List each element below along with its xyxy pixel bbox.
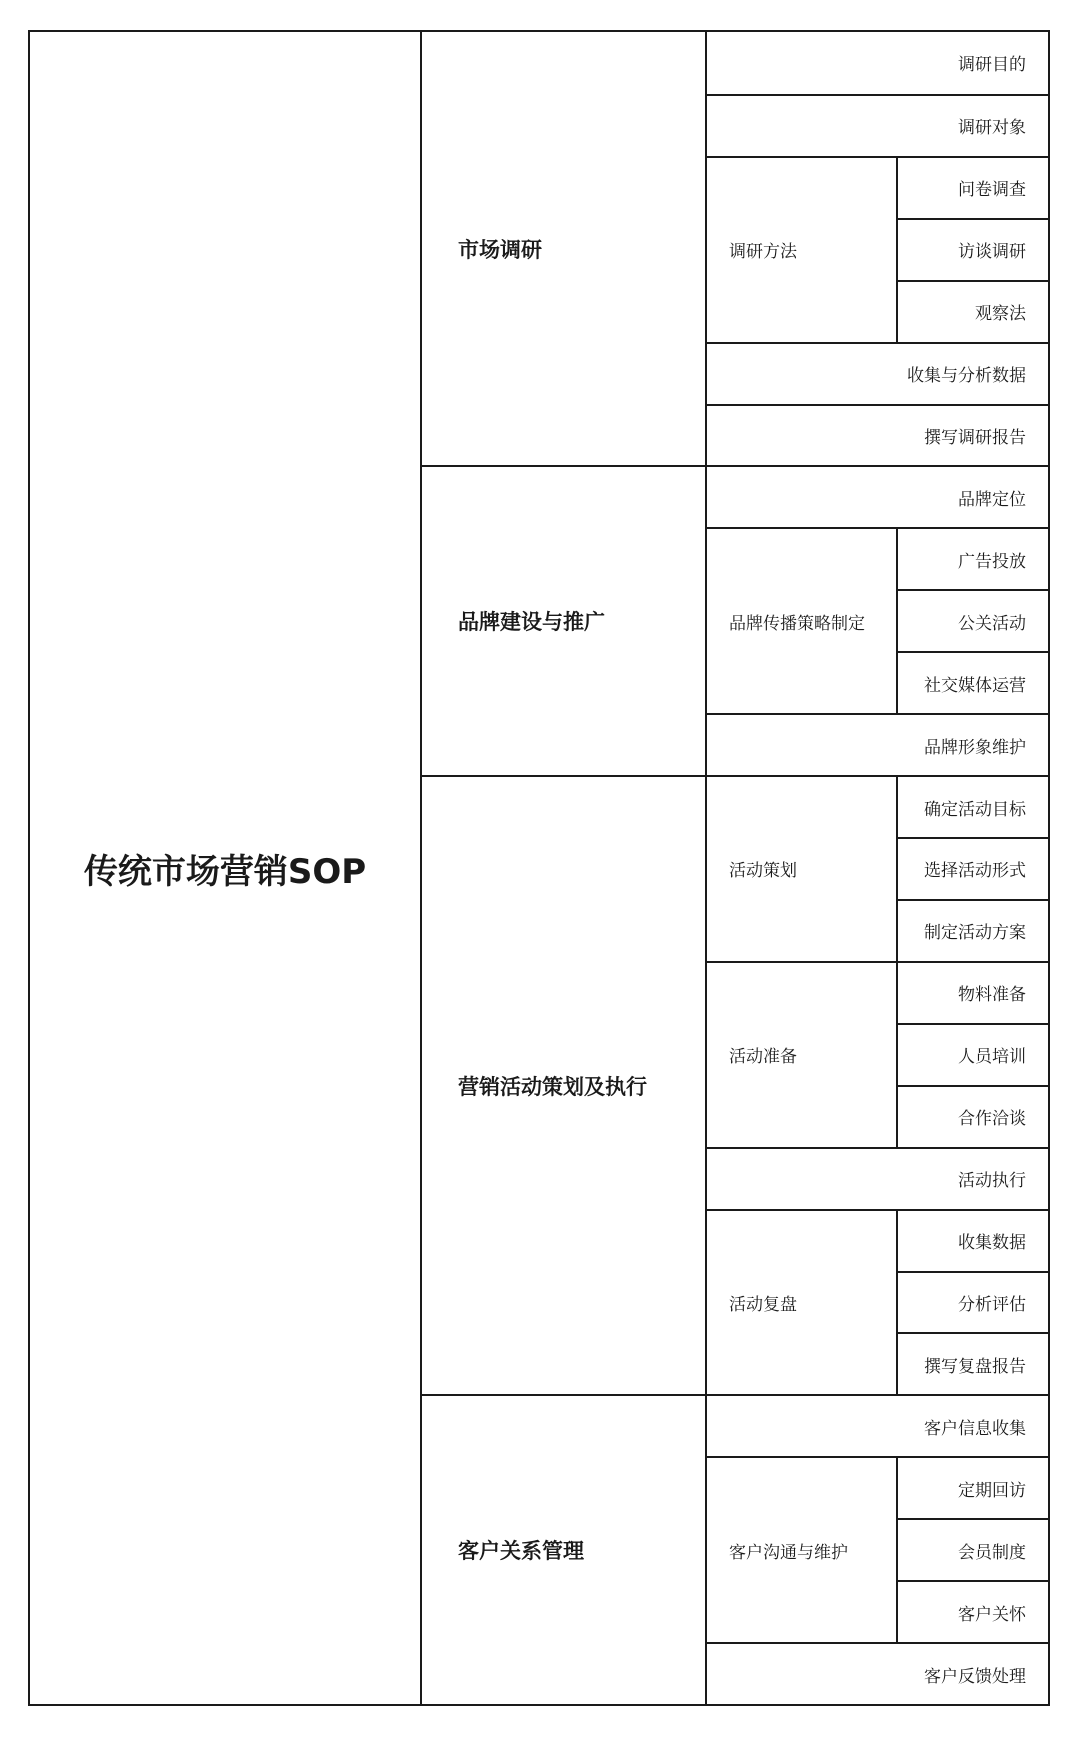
item-node xyxy=(705,1642,1048,1704)
group-node xyxy=(705,961,896,1147)
item-node-label: 活动执行 xyxy=(958,1171,1026,1192)
group-node-label: 客户沟通与维护 xyxy=(729,1542,848,1563)
item-node xyxy=(705,465,1048,527)
item-node xyxy=(705,342,1048,404)
item-node xyxy=(705,94,1048,156)
leaf-node-label: 定期回访 xyxy=(958,1480,1026,1501)
item-node-label: 品牌定位 xyxy=(958,489,1026,510)
leaf-node xyxy=(896,1332,1048,1394)
leaf-node-label: 广告投放 xyxy=(958,551,1026,572)
leaf-node xyxy=(896,1271,1048,1333)
leaf-node xyxy=(896,899,1048,961)
root-node-label: 传统市场营销SOP xyxy=(83,851,367,892)
section-node xyxy=(420,1394,705,1704)
leaf-node-label: 撰写复盘报告 xyxy=(924,1356,1026,1377)
leaf-node xyxy=(896,1456,1048,1518)
item-node xyxy=(705,1147,1048,1209)
leaf-node xyxy=(896,1085,1048,1147)
section-node xyxy=(420,32,705,465)
leaf-node xyxy=(896,527,1048,589)
group-node xyxy=(705,775,896,961)
leaf-node-label: 人员培训 xyxy=(958,1047,1026,1068)
leaf-node-label: 确定活动目标 xyxy=(924,799,1026,820)
section-node xyxy=(420,775,705,1394)
item-node-label: 调研目的 xyxy=(958,55,1026,76)
item-node-label: 品牌形象维护 xyxy=(924,737,1026,758)
leaf-node-label: 制定活动方案 xyxy=(924,923,1026,944)
leaf-node xyxy=(896,280,1048,342)
section-node xyxy=(420,465,705,775)
group-node xyxy=(705,1209,896,1395)
leaf-node xyxy=(896,651,1048,713)
leaf-node-label: 观察法 xyxy=(975,304,1026,325)
leaf-node xyxy=(896,1023,1048,1085)
leaf-node-label: 社交媒体运营 xyxy=(924,675,1026,696)
leaf-node-label: 会员制度 xyxy=(958,1542,1026,1563)
group-node-label: 调研方法 xyxy=(729,242,797,263)
group-node xyxy=(705,527,896,713)
item-node-label: 客户反馈处理 xyxy=(924,1666,1026,1687)
section-node-label: 品牌建设与推广 xyxy=(458,610,605,635)
group-node xyxy=(705,1456,896,1642)
leaf-node-label: 物料准备 xyxy=(958,985,1026,1006)
section-node-label: 客户关系管理 xyxy=(458,1539,584,1564)
group-node xyxy=(705,156,896,342)
group-node-label: 品牌传播策略制定 xyxy=(729,613,865,634)
leaf-node xyxy=(896,1209,1048,1271)
leaf-node-label: 分析评估 xyxy=(958,1294,1026,1315)
item-node xyxy=(705,713,1048,775)
leaf-node xyxy=(896,1518,1048,1580)
item-node xyxy=(705,1394,1048,1456)
root-node xyxy=(30,32,420,1704)
item-node-label: 撰写调研报告 xyxy=(924,428,1026,448)
leaf-node xyxy=(896,1580,1048,1642)
leaf-node-label: 选择活动形式 xyxy=(924,861,1026,882)
leaf-node-label: 访谈调研 xyxy=(958,242,1026,263)
group-node-label: 活动策划 xyxy=(729,861,797,882)
section-node-label: 营销活动策划及执行 xyxy=(458,1074,647,1099)
group-node-label: 活动准备 xyxy=(729,1047,797,1068)
leaf-node xyxy=(896,156,1048,218)
section-node-label: 市场调研 xyxy=(458,237,542,262)
leaf-node-label: 客户关怀 xyxy=(958,1604,1026,1625)
leaf-node-label: 公关活动 xyxy=(958,613,1026,634)
item-node-label: 客户信息收集 xyxy=(924,1418,1026,1439)
leaf-node xyxy=(896,961,1048,1023)
leaf-node-label: 问卷调查 xyxy=(958,180,1026,201)
leaf-node xyxy=(896,218,1048,280)
item-node xyxy=(705,32,1048,94)
leaf-node xyxy=(896,589,1048,651)
item-node-label: 调研对象 xyxy=(958,118,1026,139)
sop-diagram xyxy=(28,30,1050,1706)
item-node-label: 收集与分析数据 xyxy=(907,366,1026,387)
group-node-label: 活动复盘 xyxy=(729,1294,797,1315)
leaf-node-label: 收集数据 xyxy=(958,1233,1026,1254)
leaf-node xyxy=(896,775,1048,837)
leaf-node xyxy=(896,837,1048,899)
leaf-node-label: 合作洽谈 xyxy=(958,1109,1026,1130)
item-node xyxy=(705,404,1048,466)
